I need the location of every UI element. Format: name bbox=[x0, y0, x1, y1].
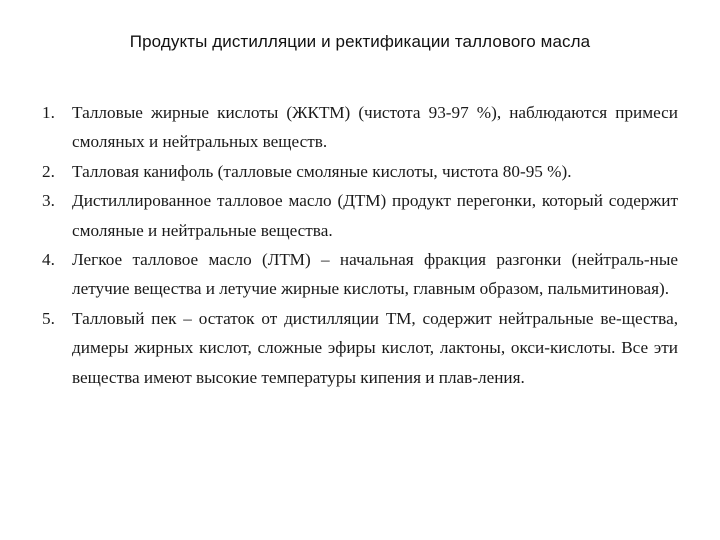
list-item-number: 3. bbox=[42, 191, 55, 211]
list-item bbox=[42, 186, 678, 245]
list-item-number: 5. bbox=[42, 308, 55, 328]
list-item bbox=[42, 245, 678, 304]
list-item bbox=[42, 98, 678, 157]
list-item-text: Легкое талловое масло (ЛТМ) – начальная фракция разгонки (нейтраль-ные летучие вещества и летучие жирные кислоты, главным образом, пальмитиновая). bbox=[72, 250, 678, 299]
list-item-text: Талловая канифоль (талловые смоляные кислоты, чистота 80-95 %). bbox=[72, 161, 572, 181]
list-item-text: Дистиллированное талловое масло (ДТМ) продукт перегонки, который содержит смоляные и нейтральные вещества. bbox=[72, 191, 678, 240]
slide-title: Продукты дистилляции и ректификации таллового масла bbox=[129, 32, 591, 51]
list-item bbox=[42, 157, 678, 186]
list-item-text: Талловые жирные кислоты (ЖКТМ) (чистота 93-97 %), наблюдаются примеси смоляных и нейтральных веществ. bbox=[72, 103, 678, 152]
products-list bbox=[42, 98, 678, 392]
list-item-number: 1. bbox=[42, 103, 55, 122]
list-item bbox=[42, 304, 678, 392]
list-item-text: Талловый пек – остаток от дистилляции ТМ, содержит нейтральные ве-щества, димеры жирных кислот, сложные эфиры кислот, лактоны, окси-кислоты. Все эти вещества имеют высокие температуры кипения и плав-ления. bbox=[72, 308, 678, 387]
list-item-number: 4. bbox=[42, 250, 55, 270]
list-item-number: 2. bbox=[42, 161, 55, 181]
